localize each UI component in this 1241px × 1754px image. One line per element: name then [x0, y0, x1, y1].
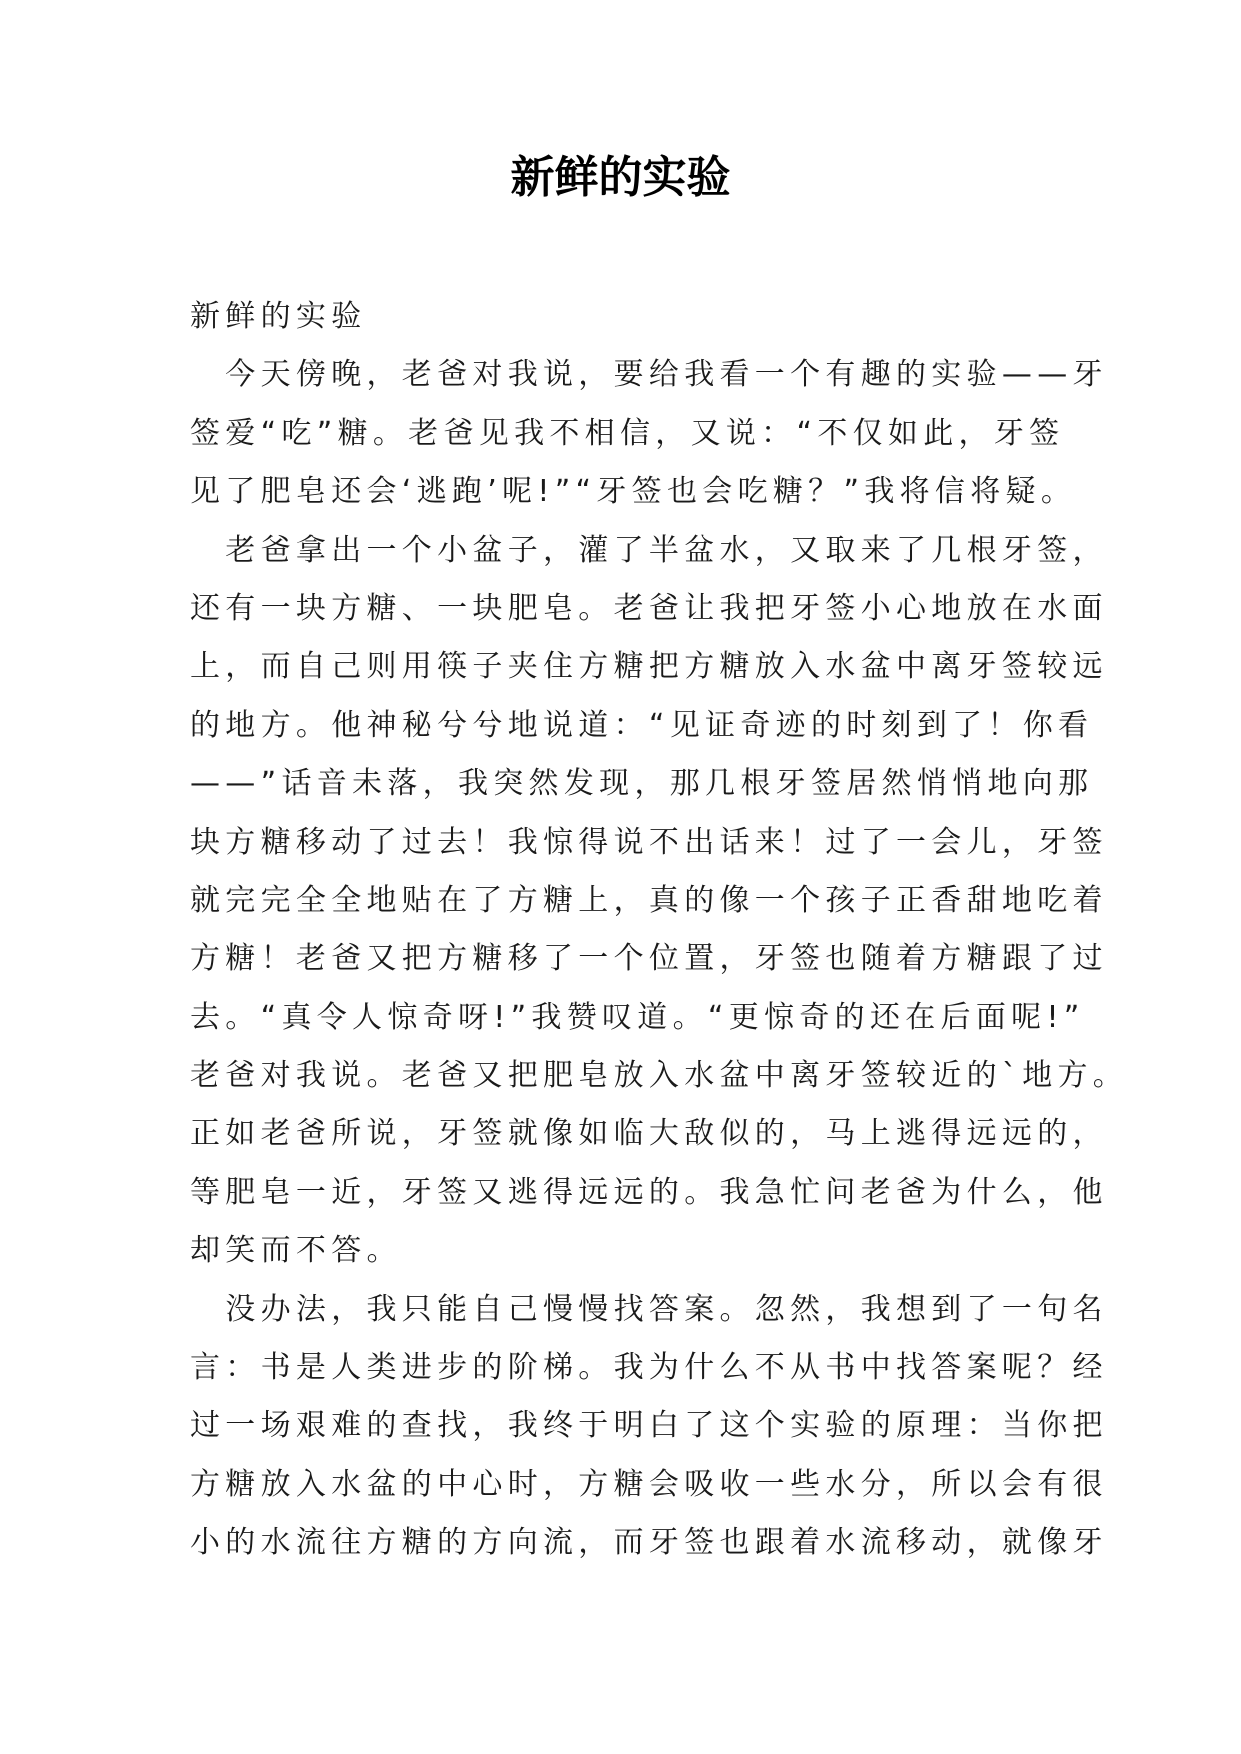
body-line: 小的水流往方糖的方向流，而牙签也跟着水流移动，就像牙	[190, 1525, 1108, 1561]
document-body	[190, 288, 1129, 1573]
body-line: 的地方。他神秘兮兮地说道：“见证奇迹的时刻到了！你看	[190, 707, 1094, 743]
page-title: 新鲜的实验	[510, 152, 731, 203]
body-line: 就完完全全地贴在了方糖上，真的像一个孩子正香甜地吃着	[190, 882, 1108, 918]
body-line: 上，而自己则用筷子夹住方糖把方糖放入水盆中离牙签较远	[190, 649, 1108, 685]
body-line: 老爸对我说。老爸又把肥皂放入水盆中离牙签较近的`地方。	[190, 1058, 1129, 1094]
body-line: 去。“真令人惊奇呀!”我赞叹道。“更惊奇的还在后面呢!”	[190, 999, 1085, 1035]
body-line: 过一场艰难的查找，我终于明白了这个实验的原理：当你把	[190, 1408, 1108, 1444]
body-line: 老爸拿出一个小盆子，灌了半盆水，又取来了几根牙签，	[190, 532, 1108, 568]
body-line: 新鲜的实验	[190, 299, 367, 334]
body-line: ——”话音未落，我突然发现，那几根牙签居然悄悄地向那	[190, 766, 1094, 802]
body-line: 还有一块方糖、一块肥皂。老爸让我把牙签小心地放在水面	[190, 590, 1108, 626]
body-line: 见了肥皂还会‘逃跑’呢!”“牙签也会吃糖？”我将信将疑。	[190, 474, 1077, 510]
body-line: 正如老爸所说，牙签就像如临大敌似的，马上逃得远远的，	[190, 1116, 1108, 1152]
body-line: 今天傍晚，老爸对我说，要给我看一个有趣的实验——牙	[190, 357, 1108, 393]
body-line: 等肥皂一近，牙签又逃得远远的。我急忙问老爸为什么，他	[190, 1174, 1108, 1210]
body-line: 签爱“吃”糖。老爸见我不相信，又说：“不仅如此，牙签	[190, 415, 1065, 451]
body-line: 言：书是人类进步的阶梯。我为什么不从书中找答案呢？经	[190, 1350, 1108, 1386]
body-line: 没办法，我只能自己慢慢找答案。忽然，我想到了一句名	[190, 1291, 1108, 1327]
body-line: 方糖放入水盆的中心时，方糖会吸收一些水分，所以会有很	[190, 1466, 1108, 1502]
body-line: 块方糖移动了过去！我惊得说不出话来！过了一会儿，牙签	[190, 824, 1108, 860]
body-line: 方糖！老爸又把方糖移了一个位置，牙签也随着方糖跟了过	[190, 941, 1108, 977]
body-line: 却笑而不答。	[190, 1233, 402, 1269]
